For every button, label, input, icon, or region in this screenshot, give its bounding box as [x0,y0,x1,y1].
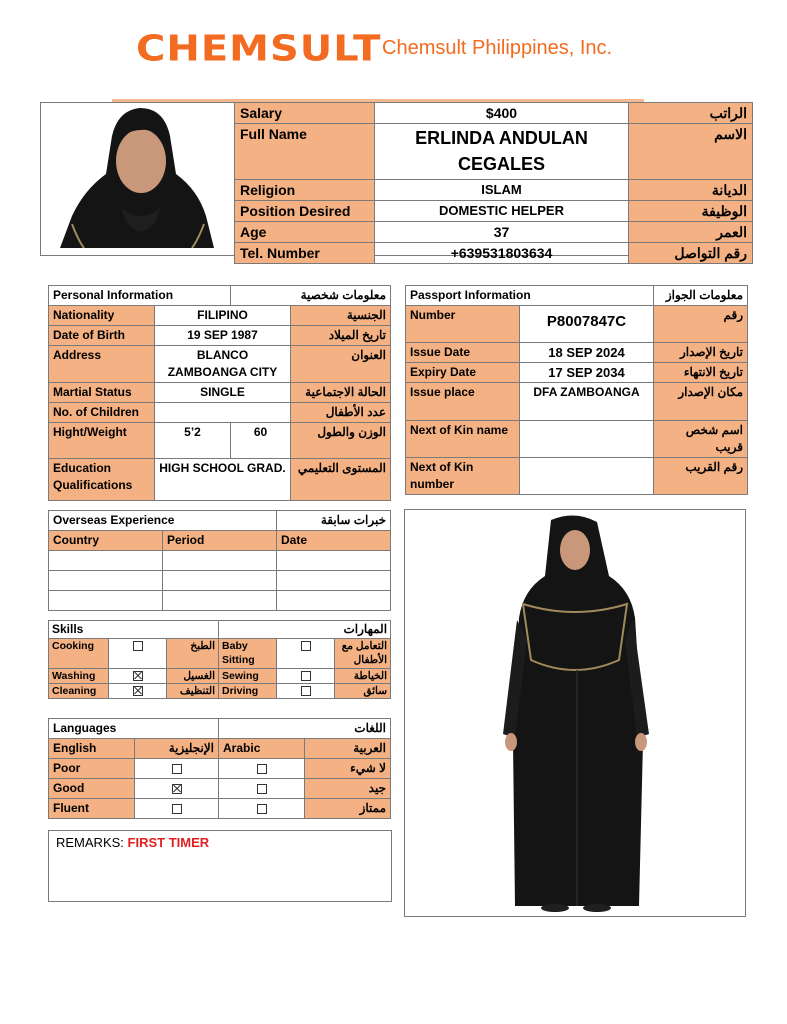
portrait-graphic [54,106,216,248]
checkbox-icon [257,764,267,774]
full-name-label: Full Name [235,124,375,180]
full-photo-graphic [405,510,746,917]
skills-title-ar: المهارات [219,621,391,639]
kin-name-label-ar: اسم شخص قريب [654,421,748,458]
skills-title: Skills [49,621,219,639]
address-label: Address [49,346,155,383]
level-fluent-label-ar: ممتاز [305,799,391,819]
english-poor-checkbox[interactable] [135,759,219,779]
passport-info-title: Passport Information [406,286,654,306]
applicant-full-photo [404,509,746,917]
remarks-value: FIRST TIMER [127,835,210,850]
checked-box-icon [133,686,143,696]
checkbox-icon [257,784,267,794]
skill-babysitting-label-ar: التعامل مع الأطفال [335,639,391,669]
position-value: DOMESTIC HELPER [375,201,629,222]
arabic-fluent-checkbox[interactable] [219,799,305,819]
skill-washing-label-ar: الغسيل [167,669,219,684]
skill-cooking-label-ar: الطبخ [167,639,219,669]
issue-place-label-ar: مكان الإصدار [654,383,748,421]
overseas-experience-table [48,510,391,611]
children-label: No. of Children [49,403,155,423]
overseas-title-ar: خبرات سابقة [277,511,391,531]
checkbox-icon [257,804,267,814]
passport-info-title-ar: معلومات الجواز [654,286,748,306]
expiry-date-label-ar: تاريخ الانتهاء [654,363,748,383]
skill-cooking-checkbox[interactable] [109,639,167,669]
checkbox-icon [172,764,182,774]
arabic-good-checkbox[interactable] [219,779,305,799]
children-value [155,403,291,423]
overseas-col-country: Country [49,531,163,551]
issue-date-label-ar: تاريخ الإصدار [654,343,748,363]
address-value: BLANCO ZAMBOANGA CITY [155,346,291,383]
skill-sewing-label: Sewing [219,669,277,684]
level-good-label-ar: جيد [305,779,391,799]
remarks-box [48,830,392,902]
remarks-label: REMARKS: [56,835,124,850]
english-fluent-checkbox[interactable] [135,799,219,819]
nationality-value: FILIPINO [155,306,291,326]
education-value: HIGH SCHOOL GRAD. [155,459,291,501]
overseas-col-period: Period [163,531,277,551]
skill-cooking-label: Cooking [49,639,109,669]
skill-cleaning-label: Cleaning [49,684,109,699]
kin-number-label-ar: رقم القريب [654,458,748,495]
salary-value: $400 [375,103,629,124]
issue-date-label: Issue Date [406,343,520,363]
passport-info-table [405,285,748,495]
issue-date-value: 18 SEP 2024 [520,343,654,363]
passport-number-value: P8007847C [520,306,654,343]
checkbox-icon [301,686,311,696]
skill-washing-label: Washing [49,669,109,684]
position-label: Position Desired [235,201,375,222]
personal-info-table [48,285,391,501]
skill-driving-label-ar: سائق [335,684,391,699]
level-poor-label: Poor [49,759,135,779]
passport-number-label-ar: رقم [654,306,748,343]
english-label: English [49,739,135,759]
kin-name-label: Next of Kin name [406,421,520,458]
dob-value: 19 SEP 1987 [155,326,291,346]
table-row [49,591,391,611]
height-weight-label: Hight/Weight [49,423,155,459]
nationality-label: Nationality [49,306,155,326]
arabic-poor-checkbox[interactable] [219,759,305,779]
checkbox-icon [172,804,182,814]
age-label-ar: العمر [629,222,753,243]
skill-cleaning-checkbox[interactable] [109,684,167,699]
dob-label: Date of Birth [49,326,155,346]
english-label-ar: الإنجليزية [135,739,219,759]
age-label: Age [235,222,375,243]
issue-place-label: Issue place [406,383,520,421]
marital-value: SINGLE [155,383,291,403]
level-good-label: Good [49,779,135,799]
education-label: Education Qualifications [49,459,155,501]
kin-number-label: Next of Kin number [406,458,520,495]
tel-value: +639531803634 [375,243,629,264]
marital-label: Martial Status [49,383,155,403]
issue-place-value: DFA ZAMBOANGA [520,383,654,421]
dob-label-ar: تاريخ الميلاد [291,326,391,346]
arabic-label: Arabic [219,739,305,759]
level-fluent-label: Fluent [49,799,135,819]
summary-table [234,102,753,264]
english-good-checkbox[interactable] [135,779,219,799]
level-poor-label-ar: لا شيء [305,759,391,779]
religion-label-ar: الديانة [629,180,753,201]
height-weight-label-ar: الوزن والطول [291,423,391,459]
table-row [49,571,391,591]
table-row [49,551,391,571]
salary-label-ar: الراتب [629,103,753,124]
tel-label-ar: رقم التواصل [629,243,753,264]
skills-table [48,620,391,699]
expiry-date-label: Expiry Date [406,363,520,383]
religion-label: Religion [235,180,375,201]
skill-sewing-checkbox[interactable] [277,669,335,684]
checked-box-icon [172,784,182,794]
checkbox-icon [301,671,311,681]
kin-number-value [520,458,654,495]
weight-value: 60 [231,423,291,459]
personal-info-title-ar: معلومات شخصية [231,286,391,306]
checkbox-icon [133,641,143,651]
overseas-title: Overseas Experience [49,511,277,531]
tel-label: Tel. Number [235,243,375,264]
overseas-col-date: Date [277,531,391,551]
skill-babysitting-checkbox[interactable] [277,639,335,669]
religion-value: ISLAM [375,180,629,201]
checked-box-icon [133,671,143,681]
personal-info-title: Personal Information [49,286,231,306]
education-label-ar: المستوى التعليمي [291,459,391,501]
skill-babysitting-label: Baby Sitting [219,639,277,669]
languages-table [48,718,391,819]
skill-washing-checkbox[interactable] [109,669,167,684]
company-logo: CHEMSULT [136,28,382,70]
height-value: 5’2 [155,423,231,459]
marital-label-ar: الحالة الاجتماعية [291,383,391,403]
skill-driving-label: Driving [219,684,277,699]
skill-sewing-label-ar: الخياطة [335,669,391,684]
children-label-ar: عدد الأطفال [291,403,391,423]
skill-cleaning-label-ar: التنظيف [167,684,219,699]
skill-driving-checkbox[interactable] [277,684,335,699]
applicant-portrait [54,106,216,248]
full-name-label-ar: الاسم [629,124,753,180]
company-name: Chemsult Philippines, Inc. [382,37,613,59]
salary-label: Salary [235,103,375,124]
kin-name-value [520,421,654,458]
age-value: 37 [375,222,629,243]
nationality-label-ar: الجنسية [291,306,391,326]
position-label-ar: الوظيفة [629,201,753,222]
arabic-label-ar: العربية [305,739,391,759]
address-label-ar: العنوان [291,346,391,383]
checkbox-icon [301,641,311,651]
languages-title: Languages [49,719,219,739]
full-name-value: ERLINDA ANDULAN CEGALES [375,124,629,180]
passport-number-label: Number [406,306,520,343]
languages-title-ar: اللغات [219,719,391,739]
expiry-date-value: 17 SEP 2034 [520,363,654,383]
